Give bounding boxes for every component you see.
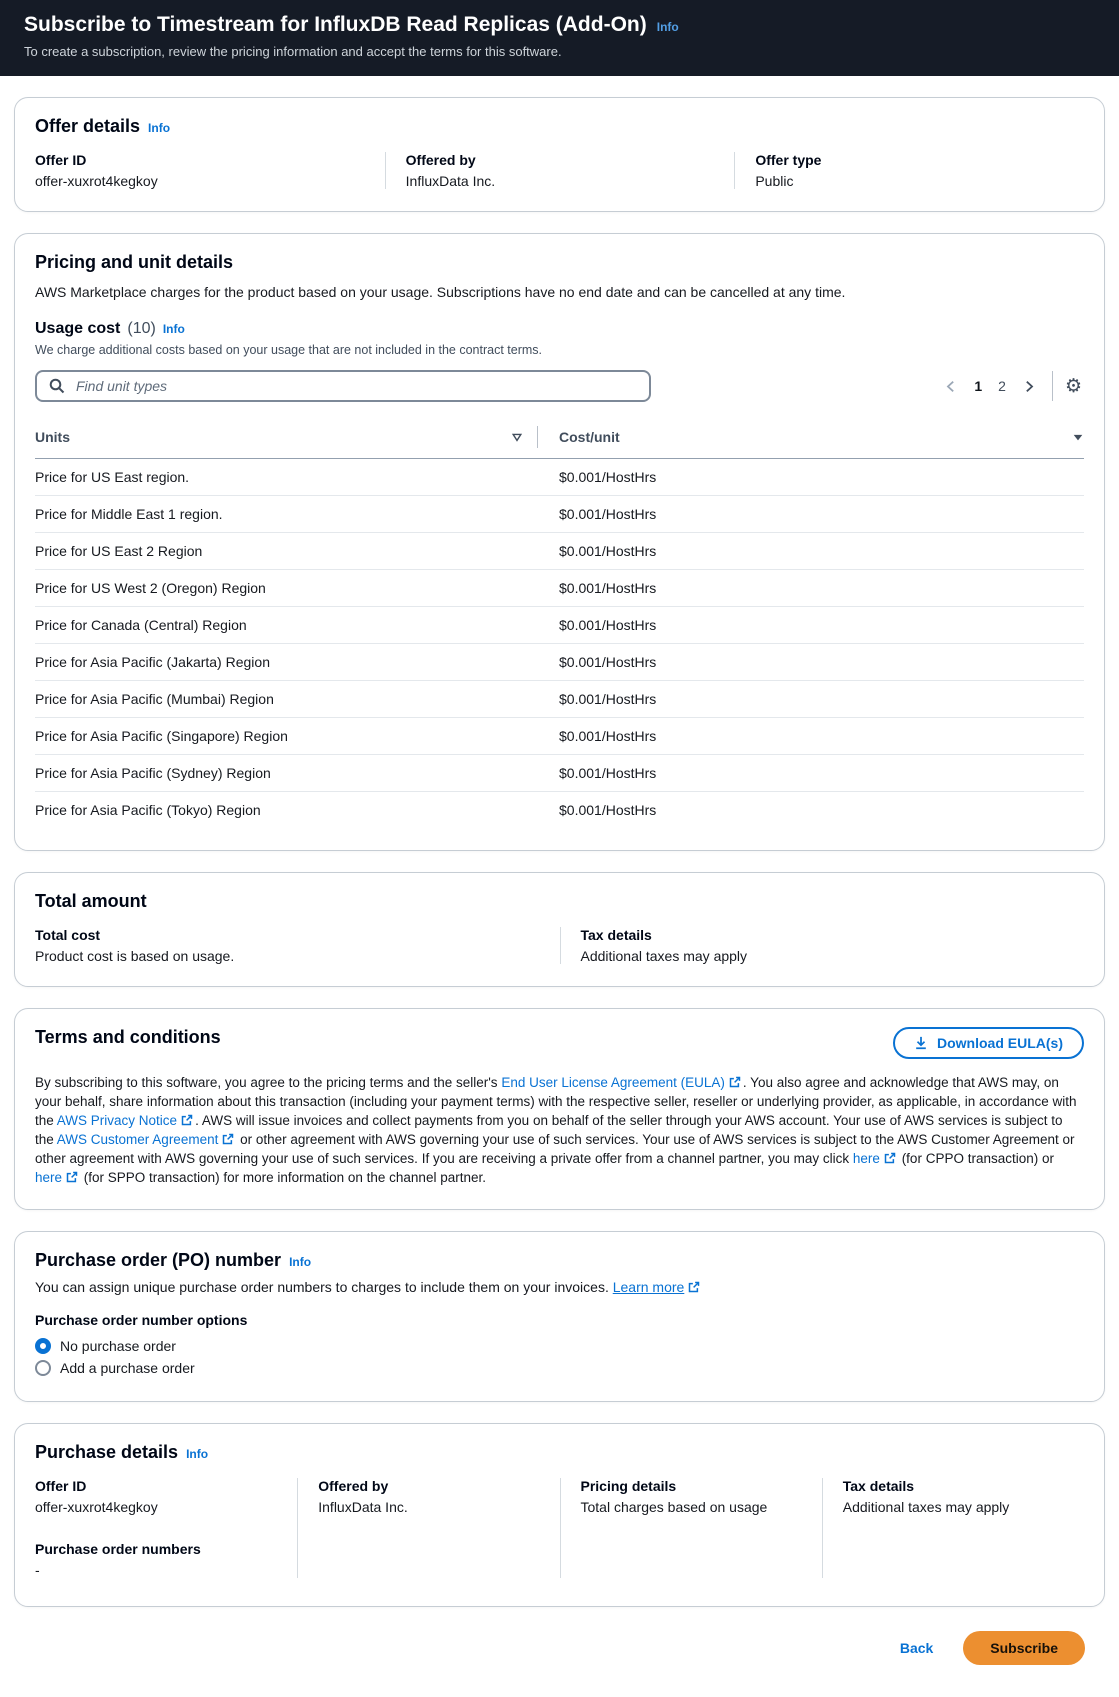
- action-footer: [14, 1607, 1105, 1693]
- download-eula-label: Download EULA(s): [937, 1035, 1063, 1051]
- next-page-icon[interactable]: [1016, 376, 1042, 397]
- purchase-order-info-link[interactable]: Info: [289, 1255, 312, 1269]
- page-title: Subscribe to Timestream for InfluxDB Read Replicas (Add-On): [24, 13, 647, 36]
- table-row: [35, 532, 1084, 569]
- usage-cost-info-link[interactable]: Info: [162, 322, 185, 336]
- unit-cell: Price for Asia Pacific (Sydney) Region: [35, 765, 271, 781]
- pd-offered-by-value: InfluxData Inc.: [318, 1499, 408, 1515]
- offered-by-label: Offered by: [405, 152, 476, 168]
- page-button-1[interactable]: 1: [966, 375, 990, 397]
- pd-pricing-details-label: Pricing details: [580, 1478, 677, 1494]
- radio-option-label: Add a purchase order: [60, 1360, 195, 1376]
- search-icon: [49, 378, 65, 394]
- unit-cell: Price for Asia Pacific (Mumbai) Region: [35, 691, 274, 707]
- page-button-2[interactable]: 2: [990, 375, 1014, 397]
- external-link-icon: [884, 1152, 896, 1164]
- radio-option-label: No purchase order: [60, 1338, 176, 1354]
- gear-icon: ⚙: [1064, 374, 1082, 397]
- radio-unselected-icon[interactable]: [35, 1360, 51, 1376]
- external-link-icon: [66, 1171, 78, 1183]
- unit-cell: Price for Canada (Central) Region: [35, 617, 247, 633]
- usage-cost-count: (10): [127, 320, 156, 337]
- external-link-icon: [181, 1114, 193, 1126]
- pagination-pages: [966, 375, 1014, 397]
- radio-option[interactable]: [35, 1335, 1084, 1357]
- terms-text: By subscribing to this software, you agree to the pricing terms and the seller's End User License Agreement (EULA) . You also agree and acknowledge that AWS may, on your behalf, share information about this transaction (including your payment terms) with the respective seller, reseller or underlying provider, as applicable, in accordance with the AWS Privacy Notice . AWS will issue invoices and collect payments from you on behalf of the seller through your AWS account. Your use of AWS services is subject to the AWS Customer Agreement or other agreement with AWS governing your use of such services. Your use of AWS services is subject to the AWS Customer Agreement or other agreement with AWS governing your use of such services. If you are receiving a private offer from a channel partner, you may click here (for CPPO transaction) or here (for SPPO transaction) for more information on the channel partner.: [35, 1075, 1077, 1185]
- cost-cell: $0.001/HostHrs: [559, 802, 657, 818]
- offer-type-label: Offer type: [755, 152, 822, 168]
- tax-details-value: Additional taxes may apply: [580, 948, 748, 964]
- cost-cell: $0.001/HostHrs: [559, 654, 657, 670]
- previous-page-icon[interactable]: [938, 376, 964, 397]
- cost-cell: $0.001/HostHrs: [559, 506, 657, 522]
- terms-card: [14, 1008, 1105, 1210]
- download-eula-button[interactable]: [893, 1027, 1084, 1059]
- terms-title: Terms and conditions: [35, 1027, 221, 1047]
- table-row: [35, 459, 1084, 495]
- cost-cell: $0.001/HostHrs: [559, 728, 657, 744]
- cost-column-header[interactable]: Cost/unit: [559, 429, 620, 445]
- table-row: [35, 643, 1084, 680]
- offer-details-info-link[interactable]: Info: [148, 121, 171, 135]
- table-row: [35, 495, 1084, 532]
- po-options-label: Purchase order number options: [35, 1312, 248, 1328]
- total-amount-title: Total amount: [35, 891, 147, 911]
- unit-cell: Price for US East 2 Region: [35, 543, 203, 559]
- units-column-header[interactable]: Units: [35, 429, 70, 445]
- pd-po-numbers-label: Purchase order numbers: [35, 1541, 201, 1557]
- eula-link[interactable]: End User License Agreement (EULA): [501, 1075, 725, 1090]
- usage-cost-description: We charge additional costs based on your usage that are not included in the contract terms.: [35, 343, 543, 357]
- pricing-title: Pricing and unit details: [35, 252, 234, 272]
- cost-cell: $0.001/HostHrs: [559, 469, 657, 485]
- purchase-details-card: [14, 1423, 1105, 1607]
- pricing-card: [14, 233, 1105, 851]
- cost-cell: $0.001/HostHrs: [559, 543, 657, 559]
- cost-cell: $0.001/HostHrs: [559, 691, 657, 707]
- pd-tax-details-value: Additional taxes may apply: [842, 1499, 1010, 1515]
- total-cost-label: Total cost: [35, 927, 101, 943]
- table-row: [35, 569, 1084, 606]
- purchase-details-title: Purchase details: [35, 1442, 179, 1462]
- unit-cell: Price for Asia Pacific (Tokyo) Region: [35, 802, 261, 818]
- external-link-icon: [222, 1133, 234, 1145]
- unit-cell: Price for Asia Pacific (Singapore) Region: [35, 728, 288, 744]
- offer-details-title: Offer details: [35, 116, 141, 136]
- table-row: [35, 717, 1084, 754]
- unit-search-box: [35, 370, 651, 402]
- purchase-order-description: You can assign unique purchase order numbers to charges to include them on your invoices. Learn more: [35, 1279, 1084, 1295]
- page-header: [0, 0, 1119, 76]
- page-title-info-link[interactable]: Info: [656, 20, 679, 34]
- offer-details-card: [14, 97, 1105, 212]
- pd-po-numbers-value: -: [35, 1562, 40, 1578]
- sppo-here-link[interactable]: here: [35, 1170, 63, 1185]
- table-row: [35, 754, 1084, 791]
- toolbar-divider: [1052, 371, 1053, 401]
- unit-cell: Price for Middle East 1 region.: [35, 506, 223, 522]
- po-radio-group: [35, 1335, 1084, 1379]
- total-cost-value: Product cost is based on usage.: [35, 948, 235, 964]
- offer-id-value: offer-xuxrot4kegkoy: [35, 173, 158, 189]
- column-menu-icon[interactable]: [1072, 431, 1084, 443]
- table-row: [35, 791, 1084, 828]
- table-row: [35, 606, 1084, 643]
- download-icon: [914, 1036, 928, 1050]
- purchase-order-title: Purchase order (PO) number: [35, 1250, 282, 1270]
- purchase-order-card: [14, 1231, 1105, 1402]
- pd-pricing-details-value: Total charges based on usage: [580, 1499, 768, 1515]
- purchase-details-info-link[interactable]: Info: [186, 1447, 209, 1461]
- usage-cost-title: Usage cost: [35, 320, 121, 337]
- pd-tax-details-label: Tax details: [842, 1478, 915, 1494]
- usage-table-body: [35, 459, 1084, 828]
- pd-offer-id-label: Offer ID: [35, 1478, 87, 1494]
- pd-offer-id-value: offer-xuxrot4kegkoy: [35, 1499, 158, 1515]
- unit-cell: Price for US West 2 (Oregon) Region: [35, 580, 266, 596]
- subscribe-button[interactable]: Subscribe: [963, 1631, 1085, 1665]
- table-row: [35, 680, 1084, 717]
- back-button[interactable]: Back: [899, 1640, 934, 1656]
- usage-table-header: [35, 419, 1084, 459]
- radio-selected-icon[interactable]: [35, 1338, 51, 1354]
- unit-cell: Price for US East region.: [35, 469, 190, 485]
- cost-cell: $0.001/HostHrs: [559, 765, 657, 781]
- page-subtitle: To create a subscription, review the pricing information and accept the terms for this software.: [24, 44, 562, 59]
- unit-search-input[interactable]: [74, 377, 637, 395]
- external-link-icon: [688, 1281, 700, 1293]
- cost-cell: $0.001/HostHrs: [559, 580, 657, 596]
- offer-id-label: Offer ID: [35, 152, 87, 168]
- pd-offered-by-label: Offered by: [318, 1478, 389, 1494]
- external-link-icon: [729, 1076, 741, 1088]
- cost-cell: $0.001/HostHrs: [559, 617, 657, 633]
- cppo-here-link[interactable]: here: [852, 1151, 880, 1166]
- offer-type-value: Public: [755, 173, 794, 189]
- usage-table: [35, 419, 1084, 828]
- learn-more-link[interactable]: Learn more: [612, 1279, 685, 1295]
- offered-by-value: InfluxData Inc.: [405, 173, 496, 189]
- privacy-notice-link[interactable]: AWS Privacy Notice: [56, 1113, 178, 1128]
- tax-details-label: Tax details: [580, 927, 652, 943]
- pricing-description: AWS Marketplace charges for the product based on your usage. Subscriptions have no end date and can be cancelled at any time.: [35, 284, 846, 300]
- sort-icon[interactable]: [511, 431, 523, 443]
- customer-agreement-link[interactable]: AWS Customer Agreement: [56, 1132, 219, 1147]
- unit-cell: Price for Asia Pacific (Jakarta) Region: [35, 654, 270, 670]
- pagination: [938, 375, 1042, 397]
- radio-option[interactable]: [35, 1357, 1084, 1379]
- total-amount-card: [14, 872, 1105, 987]
- table-settings-button[interactable]: [1063, 375, 1084, 398]
